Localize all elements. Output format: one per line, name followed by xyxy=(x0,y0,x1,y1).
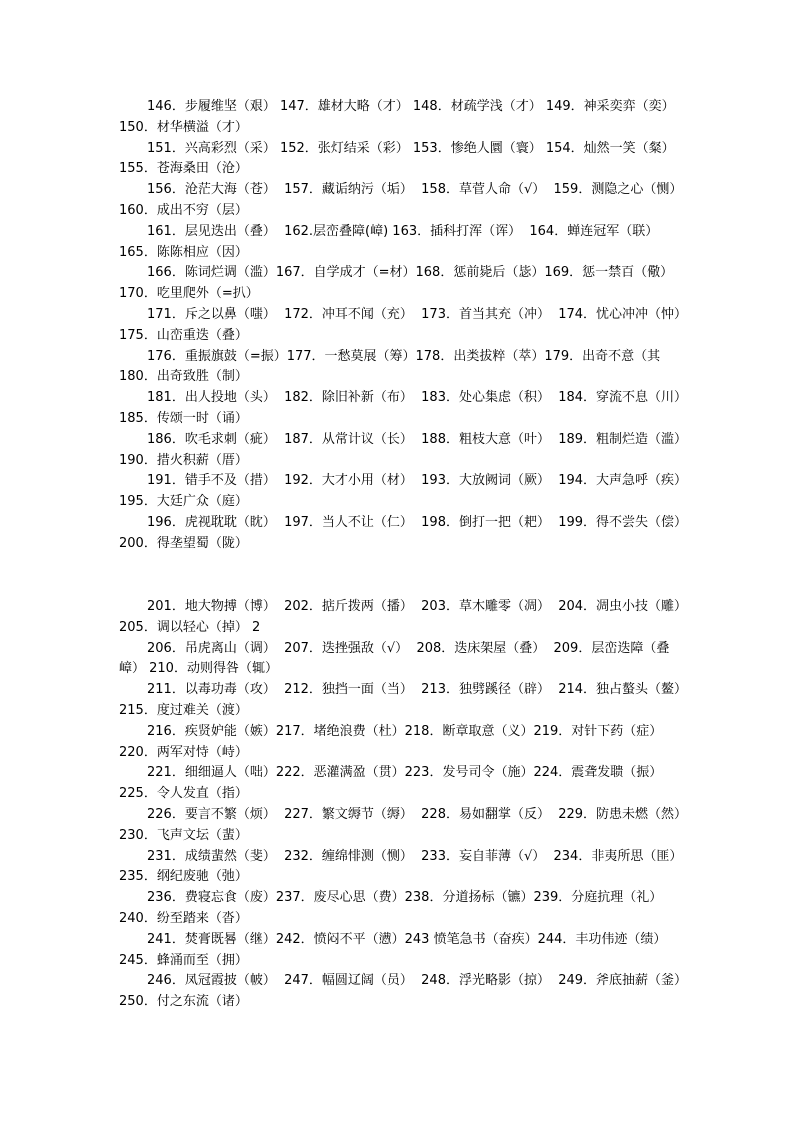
idiom-paragraph xyxy=(0,97,794,139)
idiom-line-continuation: 150．材华横溢（才） xyxy=(119,119,248,135)
idiom-line: 231．成绩蜚然（斐） 232．缠绵悱测（恻） 233．妄自菲薄（√） 234．非夷所思（匪） xyxy=(147,848,683,864)
idiom-line: 161．层见迭出（叠） 162.层峦叠障(嶂) 163．插科打浑（诨） 164．蝉连冠军（联） xyxy=(147,223,659,239)
idiom-line: 176．重振旗鼓（=振）177．一愁莫展（筹）178．出类拔粹（萃）179．出奇不意（其 xyxy=(147,348,661,364)
idiom-line: 196．虎视耽耽（眈） 197．当人不让（仁） 198．倒打一把（耙） 199．得不尝失（偿） xyxy=(147,514,688,530)
idiom-paragraph xyxy=(0,888,794,930)
idiom-paragraph xyxy=(0,305,794,347)
idiom-line: 181．出人投地（头） 182．除旧补新（布） 183．处心集虑（积） 184．穿流不息（川） xyxy=(147,390,688,406)
idiom-line-continuation: 170．吃里爬外（=扒） xyxy=(119,286,259,302)
idiom-line: 221．细细逼人（咄）222．恶灌满盈（贯）223．发号司令（施）224．震聋发聩（振） xyxy=(147,765,663,781)
idiom-paragraph xyxy=(0,763,794,805)
idiom-line-continuation: 185．传颂一时（诵） xyxy=(119,410,248,426)
idiom-line-continuation: 250．付之东流（诸） xyxy=(119,994,248,1010)
idiom-line: 206．吊虎离山（调） 207．迭挫强敌（√） 208．迭床架屋（叠） 209．层峦迭障（叠 xyxy=(147,640,670,656)
idiom-line-continuation: 180．出奇致胜（制） xyxy=(119,369,248,385)
idiom-line-continuation: 160．成出不穷（层） xyxy=(119,202,248,218)
idiom-line: 186．吹毛求刺（疵） 187．从常计议（长） 188．粗枝大意（叶） 189．粗制烂造（滥） xyxy=(147,431,688,447)
idiom-line-continuation: 215．度过难关（渡） xyxy=(119,702,248,718)
idiom-line: 191．错手不及（措） 192．大才小用（材） 193．大放阙词（厥） 194．大声急呼（疾） xyxy=(147,473,688,489)
idiom-paragraph xyxy=(0,139,794,181)
idiom-line-continuation: 240．纷至踏来（沓） xyxy=(119,910,248,926)
idiom-section-2 xyxy=(0,597,794,1013)
idiom-section-1 xyxy=(0,97,794,555)
idiom-paragraph xyxy=(0,263,794,305)
idiom-line: 241．焚膏既晷（继）242．愤闷不平（懑）243 愤笔急书（奋疾）244．丰功伟迹（绩） xyxy=(147,931,667,947)
idiom-line: 201．地大物搏（博） 202．掂斤拨两（播） 203．草木雕零（凋） 204．凋虫小技（雕） xyxy=(147,599,688,614)
idiom-paragraph xyxy=(0,388,794,430)
idiom-line-continuation: 175．山峦重迭（叠） xyxy=(119,327,248,343)
idiom-line-continuation: 245．蜂涌而至（拥） xyxy=(119,952,248,968)
idiom-line: 146．步履维坚（艰） 147．雄材大略（才） 148．材疏学浅（才） 149．神采奕弈（奕） xyxy=(147,99,675,114)
idiom-line-continuation: 230．飞声文坛（蜚） xyxy=(119,827,248,843)
idiom-paragraph xyxy=(0,180,794,222)
idiom-line: 216．疾贤妒能（嫉）217．堵绝浪费（杜）218．断章取意（义）219．对针下药（症） xyxy=(147,723,663,739)
idiom-line: 171．斥之以鼻（嗤） 172．冲耳不闻（充） 173．首当其充（冲） 174．忧心冲冲（忡） xyxy=(147,306,688,322)
idiom-paragraph xyxy=(0,639,794,681)
idiom-paragraph xyxy=(0,430,794,472)
idiom-line-continuation: 195．大廷广众（庭） xyxy=(119,494,248,510)
idiom-paragraph xyxy=(0,722,794,764)
idiom-line: 156．沧茫大海（苍） 157．藏诟纳污（垢） 158．草菅人命（√） 159．测隐之心（恻） xyxy=(147,182,683,198)
idiom-line: 246．凤冠霞披（帔） 247．幅圆辽阔（员） 248．浮光略影（掠） 249．斧底抽薪（釜） xyxy=(147,973,688,989)
idiom-line-continuation: 嶂） 210．动则得咎（辄） xyxy=(119,661,278,677)
idiom-line-continuation: 220．两军对恃（峙） xyxy=(119,744,248,760)
idiom-paragraph xyxy=(0,930,794,972)
idiom-paragraph xyxy=(0,680,794,722)
idiom-paragraph xyxy=(0,805,794,847)
idiom-paragraph xyxy=(0,847,794,889)
idiom-paragraph xyxy=(0,971,794,1013)
idiom-line-continuation: 155．苍海桑田（沧） xyxy=(119,161,248,177)
idiom-line-continuation: 190．措火积薪（厝） xyxy=(119,452,248,468)
idiom-line: 211．以毒功毒（攻） 212．独挡一面（当） 213．独劈蹊径（辟） 214．独占螯头（鳌） xyxy=(147,682,688,698)
idiom-line: 151．兴高彩烈（采） 152．张灯结采（彩） 153．惨绝人圜（寰） 154．灿然一笑（粲） xyxy=(147,140,675,156)
idiom-paragraph xyxy=(0,513,794,555)
idiom-line: 236．费寝忘食（废）237．废尽心思（费）238．分道扬标（镳）239．分庭抗理（礼） xyxy=(147,890,663,906)
idiom-line-continuation: 225．令人发直（指） xyxy=(119,786,248,802)
idiom-line: 166．陈词烂调（滥）167．自学成才（=材）168．惩前毙后（毖）169．惩一禁百（儆） xyxy=(147,265,674,281)
idiom-paragraph xyxy=(0,471,794,513)
idiom-line: 226．要言不繁（烦） 227．繁文缛节（缛） 228．易如翻掌（反） 229．防患未燃（然） xyxy=(147,806,688,822)
idiom-paragraph xyxy=(0,347,794,389)
idiom-line-continuation: 235．纲纪废驰（弛） xyxy=(119,869,248,885)
idiom-line-continuation: 165．陈陈相应（因） xyxy=(119,244,248,260)
idiom-line-continuation: 205．调以轻心（掉） 2 xyxy=(119,619,261,635)
idiom-paragraph xyxy=(0,597,794,639)
idiom-line-continuation: 200．得垄望蜀（陇） xyxy=(119,535,248,551)
idiom-paragraph xyxy=(0,222,794,264)
